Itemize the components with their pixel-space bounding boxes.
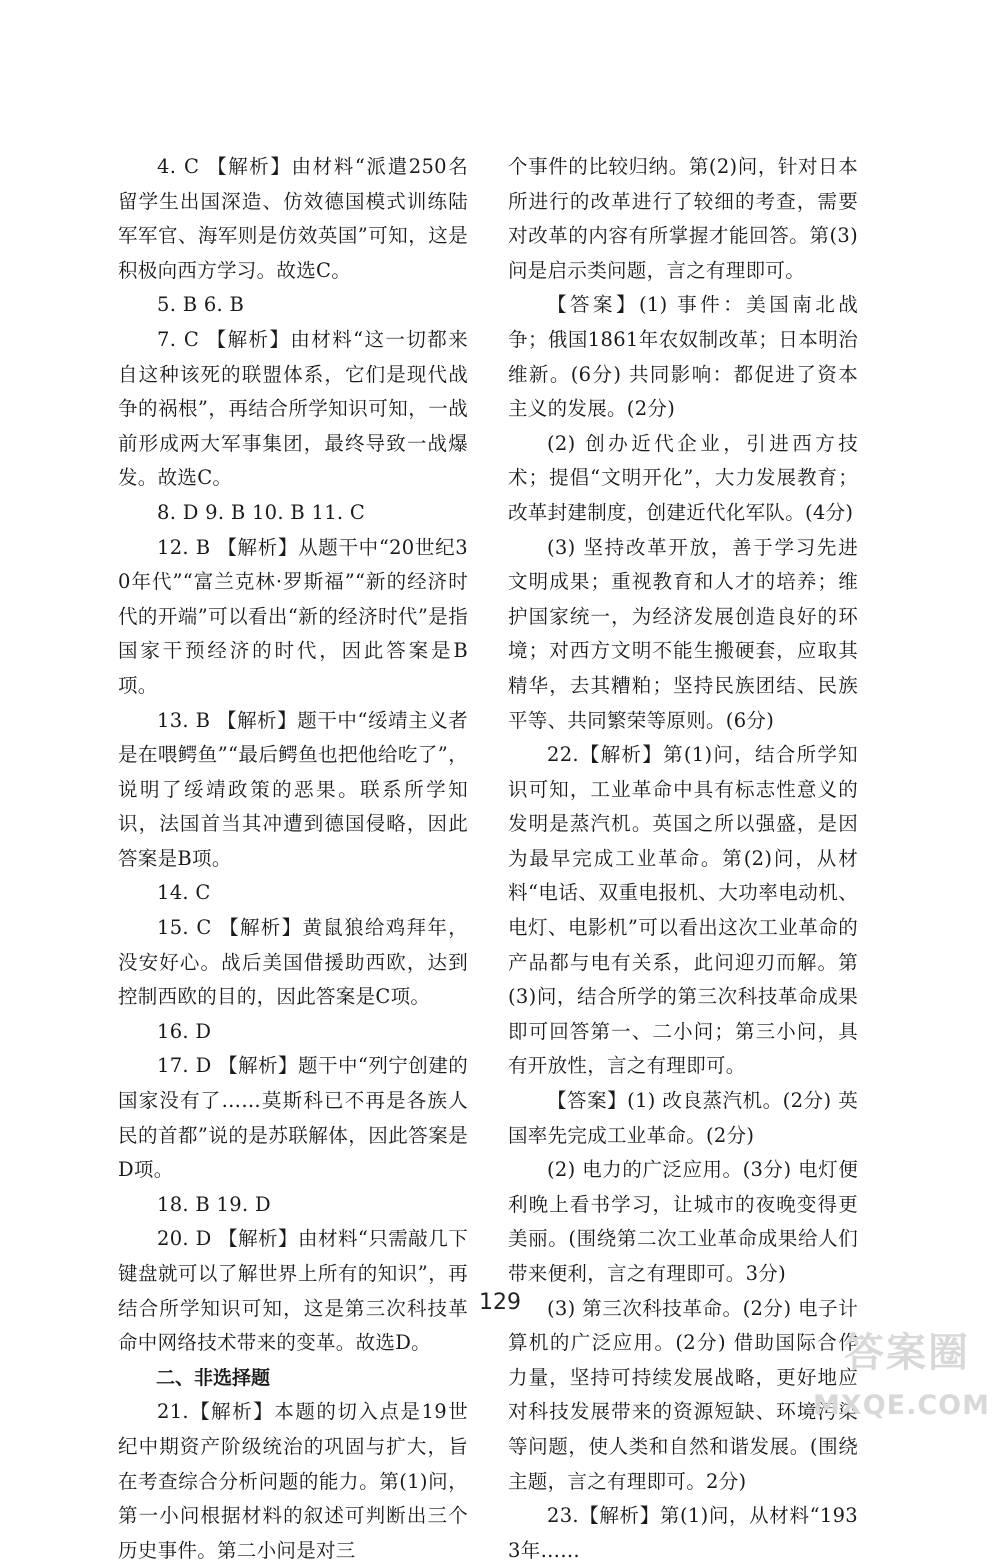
- answer-21-answer-2: (2) 创办近代企业，引进西方技术；提倡“文明开化”，大力发展教育；改革封建制度，创建近代化军队。(4分): [508, 431, 858, 524]
- answer-13: 13. B 【解析】题干中“绥靖主义者是在喂鳄鱼”“最后鳄鱼也把他给吃了”，说明了绥靖政策的恶果。联系所学知识，法国首当其冲遭到德国侵略，因此答案是B项。: [118, 708, 468, 870]
- answer-21-answer-3: (3) 坚持改革开放，善于学习先进文明成果；重视教育和人才的培养；维护国家统一，为经济发展创造良好的环境；对西方文明不能生搬硬套，应取其精华，去其糟粕；坚持民族团结、民族平等、共同繁荣等原则。(6分): [508, 535, 858, 732]
- watermark-text-top: 答案圈: [844, 1330, 970, 1376]
- answer-22-answer-2: (2) 电力的广泛应用。(3分) 电灯便利晚上看书学习，让城市的夜晚变得更美丽。(围绕第二次工业革命成果给人们带来便利，言之有理即可。3分): [508, 1158, 858, 1285]
- answer-8-11: 8. D 9. B 10. B 11. C: [157, 500, 366, 524]
- answer-17: 17. D 【解析】题干中“列宁创建的国家没有了……莫斯科已不再是各族人民的首都”说的是苏联解体，因此答案是D项。: [118, 1054, 468, 1182]
- answer-14: 14. C: [157, 881, 211, 905]
- answer-21-analysis: 21.【解析】本题的切入点是19世纪中期资产阶级统治的巩固与扩大，旨在考查综合分析问题的能力。第(1)问，第一小问根据材料的叙述可判断出三个历史事件。第二小问是对三: [118, 1400, 468, 1562]
- page-number: 129: [479, 1290, 521, 1315]
- answer-12: 12. B 【解析】从题干中“20世纪30年代”“富兰克林·罗斯福”“新的经济时代的开端”可以看出“新的经济时代”是指国家干预经济的时代，因此答案是B项。: [118, 535, 468, 697]
- answer-4: 4. C 【解析】由材料“派遣250名留学生出国深造、仿效德国模式训练陆军军官、海军则是仿效英国”可知，这是积极向西方学习。故选C。: [118, 155, 468, 282]
- watermark-text-bottom: MXQE.COM: [813, 1390, 990, 1421]
- watermark-logo: [800, 1321, 990, 1421]
- answer-23-analysis: 23.【解析】第(1)问，从材料“1933年……: [508, 1504, 858, 1562]
- section-heading: 二、非选择题: [156, 1366, 271, 1389]
- answer-5-6: 5. B 6. B: [157, 293, 245, 317]
- answer-21-answer-1: 【答案】(1) 事件：美国南北战争；俄国1861年农奴制改革；日本明治维新。(6分) 共同影响：都促进了资本主义的发展。(2分): [508, 293, 858, 421]
- answer-18-19: 18. B 19. D: [157, 1192, 271, 1216]
- answer-22-answer-1: 【答案】(1) 改良蒸汽机。(2分) 英国率先完成工业革命。(2分): [508, 1089, 858, 1147]
- answer-22-analysis: 22.【解析】第(1)问，结合所学知识可知，工业革命中具有标志性意义的发明是蒸汽机。英国之所以强盛，是因为最早完成工业革命。第(2)问，从材料“电话、双重电报机、大功率电动机、电灯、电影机”可以看出这次工业革命的产品都与电有关系，此问迎刃而解。第(3)问，结合所学的第三次科技革命成果即可回答第一、二小问；第三小问，具有开放性，言之有理即可。: [508, 743, 858, 1078]
- answer-20: 20. D 【解析】由材料“只需敲几下键盘就可以了解世界上所有的知识”，再结合所学知识可知，这是第三次科技革命中网络技术带来的变革。故选D。: [118, 1227, 468, 1355]
- answer-7: 7. C 【解析】由材料“这一切都来自这种该死的联盟体系，它们是现代战争的祸根”，再结合所学知识可知，一战前形成两大军事集团，最终导致一战爆发。故选C。: [118, 327, 468, 490]
- answer-21-analysis-cont: 个事件的比较归纳。第(2)问，针对日本所进行的改革进行了较细的考查，需要对改革的内容有所掌握才能回答。第(3)问是启示类问题，言之有理即可。: [508, 155, 858, 282]
- answer-22-answer-3: (3) 第三次科技革命。(2分) 电子计算机的广泛应用。(2分) 借助国际合作力量，坚持可持续发展战略，更好地应对科技发展带来的资源短缺、环境污染等问题，使人类和自然和谐发展。(围绕主题，言之有理即可。2分): [508, 1296, 858, 1493]
- left-column: [118, 150, 468, 1568]
- answer-15: 15. C 【解析】黄鼠狼给鸡拜年，没安好心。战后美国借援助西欧，达到控制西欧的目的，因此答案是C项。: [118, 916, 468, 1009]
- answer-16: 16. D: [157, 1019, 212, 1043]
